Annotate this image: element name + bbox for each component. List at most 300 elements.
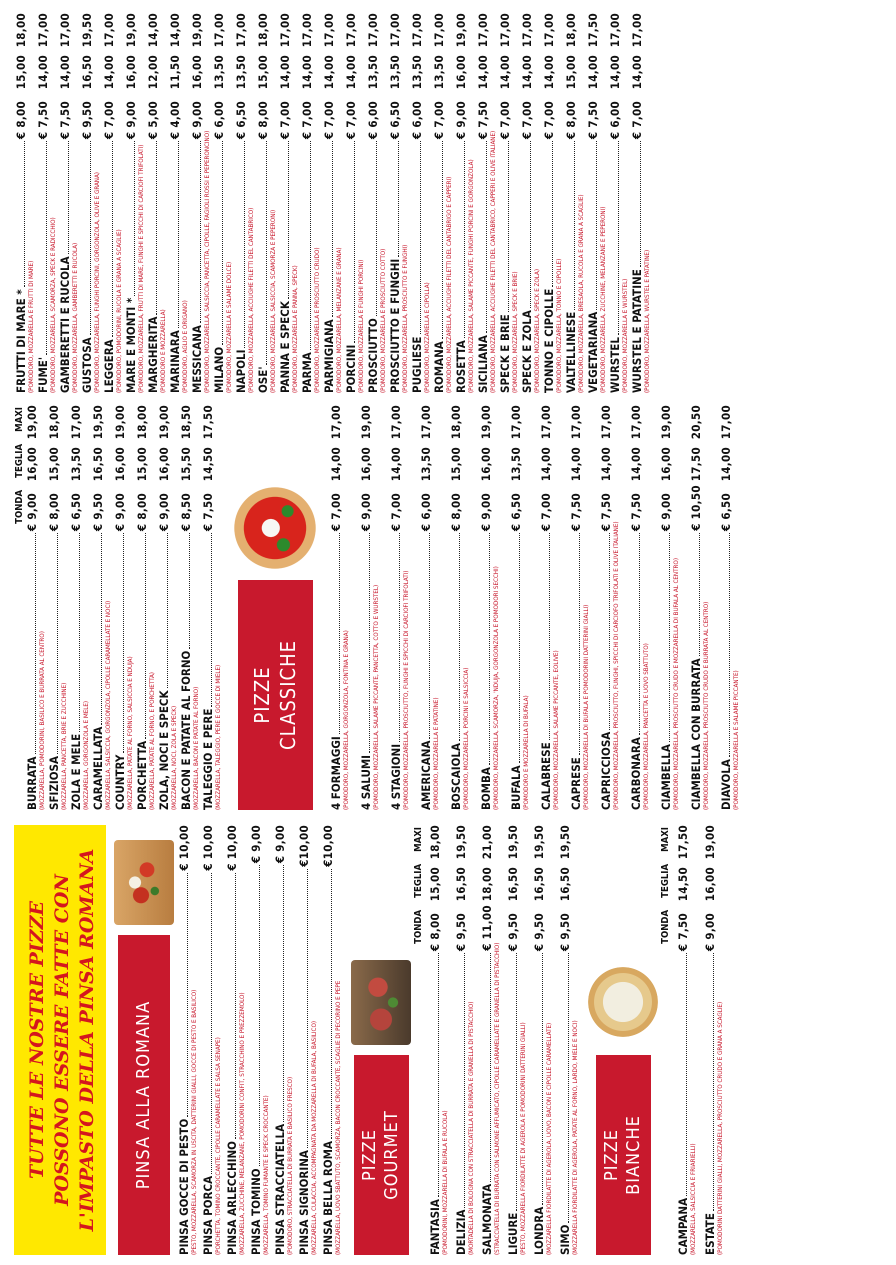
leader-dots <box>324 141 333 317</box>
leader-dots <box>434 141 443 339</box>
item-name: COUNTRY <box>113 754 127 810</box>
leader-dots <box>541 533 550 740</box>
item-description: (POMODORO, MOZZARELLA E PATATINE) <box>433 697 440 810</box>
menu-item <box>191 13 212 393</box>
leader-dots <box>368 141 377 316</box>
item-price: € 7,00 14,00 17,00 <box>520 13 534 140</box>
item-line <box>70 405 83 810</box>
item-line <box>169 13 182 393</box>
item-price: € 8,00 15,00 18,00 <box>564 13 578 140</box>
item-line <box>202 825 215 1255</box>
leader-dots <box>159 533 168 688</box>
item-line <box>533 825 546 1255</box>
pinsa-banner <box>14 825 106 1255</box>
size-header <box>660 825 671 1255</box>
item-name: ZOLA, NOCI E SPECK <box>157 690 171 810</box>
item-line <box>429 825 442 1255</box>
menu-item <box>499 13 520 393</box>
item-name: PARMIGIANA <box>322 319 336 393</box>
menu-item <box>521 13 542 393</box>
item-price: € 7,00 14,00 17,00 <box>329 405 343 532</box>
banner-line: L'IMPASTO DELLA PINSA ROMANA <box>75 848 98 1232</box>
menu-item <box>158 405 179 810</box>
leader-dots <box>227 873 236 1139</box>
item-name: MARE E MONTI * <box>124 297 138 393</box>
menu-item <box>180 405 201 810</box>
item-line <box>235 13 248 393</box>
item-description: (POMODORO, MOZZARELLA, GORGONZOLA, FONTINA E GRANA) <box>343 630 350 810</box>
item-price: € 8,00 15,00 18,00 <box>47 405 61 532</box>
section-title-classiche <box>238 580 313 810</box>
item-description: (PORCHETTA, TOMINO CROCCANTE, CIPOLLE CARAMELLATE E SALSA SENAPE) <box>215 1037 222 1255</box>
item-description: (POMODORO, MOZZARELLA E FRUTTI DI MARE) <box>28 260 35 393</box>
menu-item <box>677 825 698 1255</box>
item-name: PINSA SIGNORINA <box>297 1150 311 1255</box>
menu-item <box>125 13 146 393</box>
item-description: (MORTADELLA DI BOLOGNA CON STRACCIATELLA DI BURRATA E GRANELLA DI PISTACCHIO) <box>468 1001 475 1255</box>
banner-line: TUTTE LE NOSTRE PIZZE <box>25 901 48 1179</box>
item-price: € 8,00 15,00 18,00 <box>428 825 442 952</box>
item-price: € 7,50 14,50 17,50 <box>676 825 690 952</box>
item-line <box>507 825 520 1255</box>
size-label: TONDA <box>660 909 671 944</box>
item-price: € 6,50 13,50 17,00 <box>388 13 402 140</box>
leader-dots <box>115 533 124 753</box>
leader-dots <box>323 869 332 1139</box>
item-name: FRUTTI DI MARE * <box>14 289 28 393</box>
item-name: PARMA <box>300 352 314 393</box>
item-line <box>180 405 193 810</box>
menu-item <box>257 13 278 393</box>
gourmet-header <box>351 825 411 1255</box>
item-name: NAPOLI <box>234 349 248 393</box>
leader-dots <box>511 533 520 763</box>
section-title: CLASSICHE <box>276 640 300 750</box>
item-line <box>323 13 336 393</box>
item-description: (POMODORO, MOZZARELLA, ZUCCHINE, MELANZANE E PEPERONI) <box>600 206 607 393</box>
item-price: € 9,50 16,50 19,50 <box>532 825 546 952</box>
leader-dots <box>299 869 308 1148</box>
item-line <box>26 405 39 810</box>
item-line <box>103 13 116 393</box>
item-price: € 7,00 14,00 17,00 <box>498 13 512 140</box>
item-line <box>677 825 690 1255</box>
menu-item <box>323 13 344 393</box>
pinsa-photo <box>114 840 174 925</box>
item-description: (POMODORO, MOZZARELLA, PANCETTA E UOVO SBATTUTO) <box>643 643 650 810</box>
leader-dots <box>544 141 553 287</box>
leader-dots <box>478 141 487 333</box>
menu-item <box>660 405 681 810</box>
item-name: MESSICANA <box>190 325 204 393</box>
item-price: € 9,00 <box>273 825 287 864</box>
item-description: (POMODORO, MOZZARELLA, PROSCIUTTO E FUNGHI) <box>402 244 409 393</box>
item-description: (POMODORINI DATTERINI GIALLI, MOZZARELLA, PROSCIUTTO CRUDO E GRANA A SCAGLIE) <box>717 1001 724 1255</box>
item-name: FANTASIA <box>428 1199 442 1255</box>
item-name: PINSA STRACCIATELLA <box>273 1123 287 1255</box>
item-description: (POMODORO, MOZZARELLA, FUNGHI PORCINI, GORGONZOLA, OLIVE E GRANA) <box>94 172 101 393</box>
item-name: WURSTEL E PATATINE <box>630 269 644 393</box>
item-price: € 10,00 <box>177 825 191 871</box>
classiche-photo <box>233 486 317 570</box>
item-description: (POMODORO, MOZZARELLA E PROSCIUTTO COTTO) <box>380 248 387 393</box>
item-line <box>345 13 358 393</box>
item-name: CAPRESE <box>569 757 583 810</box>
menu-item <box>704 825 725 1255</box>
menu-item <box>322 825 343 1255</box>
item-name: LEGGERA <box>102 339 116 393</box>
leader-dots <box>610 141 619 335</box>
item-line <box>81 13 94 393</box>
item-description: (POMODORO, MOZZARELLA, SALSICCIA, PANCETTA, CIPOLLE, FAGIOLI ROSSI E PEPERONCINO) <box>204 130 211 393</box>
menu-item <box>480 405 501 810</box>
item-description: (POMODORO E MOZZARELLA DI BUFALA) <box>523 695 530 810</box>
menu-item <box>202 405 223 810</box>
item-description: (MOZZARELLA, POMODORINI, BASILICO E BURRATA AL CENTRO) <box>39 631 46 810</box>
size-header <box>14 405 25 810</box>
item-name: FUME' <box>36 356 50 393</box>
item-line <box>433 13 446 393</box>
item-price: € 7,00 14,00 17,00 <box>542 13 556 140</box>
item-name: PROSCIUTTO <box>366 318 380 393</box>
menu-item <box>720 405 741 810</box>
item-name: BURRATA <box>25 756 39 810</box>
leader-dots <box>181 533 190 649</box>
leader-dots <box>16 141 25 287</box>
menu-item <box>420 405 441 810</box>
item-price: € 7,00 14,00 17,00 <box>300 13 314 140</box>
item-description: (MOZZARELLA, GORGONZOLA E MELE) <box>83 700 90 810</box>
gourmet-list <box>429 825 580 1255</box>
leader-dots <box>482 953 491 1182</box>
item-price: € 7,50 14,00 17,00 <box>599 405 613 532</box>
menu-item <box>345 13 366 393</box>
item-price: € 7,50 14,00 17,00 <box>629 405 643 532</box>
item-description: (PESTO, MOZZARELLA, SCAMORZA IN USCITA, DATTERINI GIALLI, GOCCE DI PESTO E BASILICO) <box>191 989 198 1255</box>
leader-dots <box>71 533 80 732</box>
menu-item <box>587 13 608 393</box>
item-price: € 7,00 14,00 17,00 <box>539 405 553 532</box>
classiche-list <box>330 405 741 810</box>
item-price: € 7,00 14,00 17,00 <box>102 13 116 140</box>
leader-dots <box>661 533 670 742</box>
item-name: ZOLA E MELE <box>69 733 83 810</box>
menu-item <box>533 825 554 1255</box>
column-left <box>14 825 882 1255</box>
item-line <box>600 405 613 810</box>
item-description: (PESTO, MOZZARELLA FIORDILATTE DI AGEROLA E POMODORINI DATTERINI GIALLI) <box>520 1022 527 1255</box>
size-label: TONDA <box>413 909 424 944</box>
item-line <box>540 405 553 810</box>
leader-dots <box>456 141 465 338</box>
item-name: 4 SALUMI <box>359 755 373 810</box>
item-price: € 8,50 15,50 18,50 <box>179 405 193 532</box>
leader-dots <box>451 533 460 741</box>
item-name: PINSA TOMINO <box>249 1168 263 1255</box>
leader-dots <box>27 533 36 754</box>
size-label: TONDA <box>14 489 25 524</box>
leader-dots <box>302 141 311 350</box>
size-label: MAXI <box>660 827 671 852</box>
item-description: (MOZZARELLA, UOVO SBATTUTO, SCAMORZA, BACON CROCCANTE, SCAGLIE DI PECORINO E PEPE <box>335 980 342 1255</box>
leader-dots <box>192 141 201 323</box>
menu-item <box>600 405 621 810</box>
leader-dots <box>508 953 517 1211</box>
menu-item <box>26 405 47 810</box>
leader-dots <box>721 533 730 757</box>
item-description: (POMODORO, MOZZARELLA E PANNA, SPECK) <box>292 265 299 393</box>
item-line <box>202 405 215 810</box>
leader-dots <box>631 533 640 735</box>
leader-dots <box>588 141 597 310</box>
item-line <box>690 405 703 810</box>
item-line <box>720 405 733 810</box>
item-line <box>543 13 556 393</box>
item-price: € 7,50 14,50 17,50 <box>201 405 215 532</box>
menu-item <box>213 13 234 393</box>
leader-dots <box>258 141 267 364</box>
item-line <box>704 825 717 1255</box>
item-price: € 9,00 16,00 19,00 <box>479 405 493 532</box>
leader-dots <box>148 141 157 314</box>
item-line <box>565 13 578 393</box>
section-title: PIZZE <box>250 666 274 724</box>
section-title-pinsa <box>118 935 170 1255</box>
item-price: € 5,00 12,00 14,00 <box>146 13 160 140</box>
item-name: PANNA E SPECK <box>278 301 292 393</box>
item-line <box>213 13 226 393</box>
item-line <box>455 825 468 1255</box>
menu-item <box>390 405 411 810</box>
leader-dots <box>331 533 340 734</box>
menu-item <box>136 405 157 810</box>
item-line <box>178 825 191 1255</box>
menu-item <box>178 825 199 1255</box>
leader-dots <box>678 953 687 1196</box>
right-list <box>15 13 652 393</box>
menu-item <box>609 13 630 393</box>
menu-item <box>630 405 651 810</box>
menu-item <box>450 405 471 810</box>
item-line <box>455 13 468 393</box>
item-name: TALEGGIO E PERE <box>201 708 215 810</box>
item-price: € 7,00 14,00 17,00 <box>278 13 292 140</box>
item-line <box>298 825 311 1255</box>
bianche-list <box>677 825 725 1255</box>
item-price: €10,00 <box>297 825 311 867</box>
item-name: PUGLIESE <box>410 336 424 393</box>
item-description: (POMODORO, MOZZARELLA DI BUFALA E POMODORINI DATTERINI GIALLI) <box>583 604 590 810</box>
item-name: CARAMELLATA <box>91 726 105 810</box>
menu-item <box>570 405 591 810</box>
item-description: (POMODORO, MOZZARELLA, SALAME PICCANTE, PANCETTA, COTTO E WURSTEL) <box>373 584 380 810</box>
item-description: (POMODORO, MOZZARELLA, PROSCIUTTO CRUDO E BURRATA AL CENTRO) <box>703 601 710 810</box>
leader-dots <box>214 141 223 345</box>
item-description: (MOZZARELLA, SALSICCIA E FRIARIELLI) <box>690 1143 697 1255</box>
item-price: € 9,00 16,00 19,00 <box>124 13 138 140</box>
section-title-bianche <box>596 1055 651 1255</box>
item-price: € 9,50 16,50 19,50 <box>91 405 105 532</box>
item-name: ESTATE <box>703 1213 717 1255</box>
item-line <box>330 405 343 810</box>
item-price: € 10,50 17,50 20,50 <box>689 405 703 531</box>
menu-item <box>540 405 561 810</box>
item-line <box>15 13 28 393</box>
item-description: (POMODORO, MOZZARELLA, PORCINI E SALSICCIA) <box>463 667 470 810</box>
item-name: SICILIANA <box>476 335 490 393</box>
item-price: € 7,00 14,00 17,00 <box>389 405 403 532</box>
item-name: DIAVOLA <box>719 759 733 810</box>
item-name: AMERICANA <box>419 740 433 810</box>
item-price: € 7,50 14,00 17,00 <box>476 13 490 140</box>
menu-item <box>59 13 80 393</box>
item-description: (MOZZARELLA, PANCETTA, BRIE E ZUCCHINE) <box>61 682 68 810</box>
section-title: PIZZE <box>601 1129 622 1181</box>
item-name: MARINARA <box>168 330 182 393</box>
item-line <box>250 825 263 1255</box>
item-price: € 6,00 13,50 17,00 <box>419 405 433 532</box>
leader-dots <box>203 873 212 1174</box>
item-description: (POMODORO, MOZZARELLA, ACCIUGHE FILETTI DEL CANTABRICO) <box>248 207 255 393</box>
item-price: € 6,50 14,00 17,00 <box>719 405 733 532</box>
item-price: €10,00 <box>321 825 335 867</box>
item-price: € 9,00 16,00 19,00 <box>113 405 127 532</box>
menu-item <box>565 13 586 393</box>
menu-item <box>389 13 410 393</box>
leader-dots <box>522 141 531 308</box>
item-description: (POMODORO, MOZZARELLA, WURSTEL E PATATINE) <box>644 249 651 393</box>
leader-dots <box>560 953 569 1223</box>
item-line <box>125 13 138 393</box>
item-line <box>481 825 494 1255</box>
leader-dots <box>104 141 113 337</box>
item-description: (MOZZARELLA, PATATE AL FORNO, E PORCHETTA) <box>149 672 156 810</box>
item-description: (POMODORO, POMODORINI, RUCOLA E GRANA A SCAGLIE) <box>116 229 123 393</box>
menu-item <box>301 13 322 393</box>
item-line <box>48 405 61 810</box>
size-label: MAXI <box>14 407 25 432</box>
bianche-photo <box>588 967 658 1037</box>
item-name: VALTELLINESE <box>564 311 578 393</box>
item-description: (POMODORO, MOZZARELLA E PROSCIUTTO CRUDO) <box>314 247 321 393</box>
item-name: VEGETARIANA <box>586 311 600 393</box>
item-name: MILANO <box>212 346 226 393</box>
item-price: € 7,50 14,00 17,50 <box>586 13 600 140</box>
leader-dots <box>82 141 91 335</box>
item-description: (STRACCIATELLA DI BURRATA CON SALMONE AFFUMICATO, CIPOLLE CARAMELLATE E GRANELLA DI PISTACCHIO) <box>494 942 501 1255</box>
item-description: (POMODORO, MOZZARELLA, PROSCIUTTO, FUNGHI E SPICCHI DI CARCIOFI TRIFOLATI) <box>403 570 410 810</box>
leader-dots <box>38 141 47 355</box>
item-line <box>360 405 373 810</box>
item-price: € 7,00 13,50 17,00 <box>432 13 446 140</box>
item-price: € 9,00 16,00 19,00 <box>190 13 204 140</box>
leader-dots <box>126 141 135 296</box>
item-description: (POMODORO, MOZZARELLA, SALAME PICCANTE, FUNGHI PORCINI E GORGONZOLA) <box>468 159 475 393</box>
menu-item <box>48 405 69 810</box>
item-price: € 6,00 13,50 17,00 <box>366 13 380 140</box>
item-price: € 9,50 16,50 19,50 <box>506 825 520 952</box>
section-title: PINSA ALLA ROMANA <box>133 1000 154 1190</box>
item-name: LIGURE <box>506 1212 520 1255</box>
item-description: (POMODORO, MOZZARELLA E CIPOLLA) <box>424 282 431 393</box>
item-description: (MOZZARELLA, TALEGGIO, PERE E GOCCE DI MIELE) <box>215 664 222 810</box>
item-name: WURSTEL <box>608 337 622 393</box>
item-line <box>521 13 534 393</box>
item-name: PINSA BELLA ROMA <box>321 1141 335 1255</box>
leader-dots <box>412 141 421 334</box>
menu-item <box>477 13 498 393</box>
item-description: (POMODORO, MOZZARELLA, SALSICCIA, SCAMORZA E PEPERONI) <box>270 209 277 393</box>
item-line <box>274 825 287 1255</box>
item-name: DELIZIA <box>454 1209 468 1255</box>
item-description: (MOZZARELLA, CULACCIA, ACCOMPAGNATA DA MOZZARELLA DI BUFALA, BASILICO) <box>311 1020 318 1255</box>
item-name: BACON E PATATE AL FORNO <box>179 650 193 810</box>
item-description: (POMODORO, MOZZARELLA, ACCIUGHE FILETTI DEL CANTABRICO, CAPPERI E OLIVE ITALIANE) <box>490 130 497 393</box>
item-name: CIAMBELLA CON BURRATA <box>689 658 703 810</box>
column-middle <box>14 405 882 810</box>
item-line <box>147 13 160 393</box>
menu-item <box>330 405 351 810</box>
item-line <box>477 13 490 393</box>
leader-dots <box>60 141 69 254</box>
item-price: € 9,50 16,50 19,50 <box>454 825 468 952</box>
menu-item <box>298 825 319 1255</box>
item-description: (MOZZARELLA FIORDILATTE DI AGEROLA, UOVO, BACON E CIPOLLE CARAMELLATE) <box>546 1022 553 1255</box>
leader-dots <box>481 533 490 765</box>
menu-item <box>169 13 190 393</box>
gourmet-photo <box>351 960 411 1045</box>
item-name: PORCHETTA <box>135 740 149 810</box>
item-name: SALMONATA <box>480 1183 494 1255</box>
leader-dots <box>456 953 465 1207</box>
size-label: TEGLIA <box>660 863 671 898</box>
menu-item <box>433 13 454 393</box>
leader-dots <box>346 141 355 343</box>
item-price: € 9,00 16,00 19,00 <box>25 405 39 532</box>
item-line <box>389 13 402 393</box>
item-line <box>510 405 523 810</box>
menu-item <box>92 405 113 810</box>
item-line <box>631 13 644 393</box>
leader-dots <box>691 533 700 657</box>
item-price: € 6,00 13,50 17,00 <box>410 13 424 140</box>
menu-item <box>37 13 58 393</box>
section-title-gourmet <box>354 1055 409 1255</box>
item-line <box>367 13 380 393</box>
item-name: GAMBERETTI E RUCOLA <box>58 256 72 393</box>
item-name: 4 STAGIONI <box>389 743 403 810</box>
item-name: 4 FORMAGGI <box>329 736 343 810</box>
item-description: (POMODORO, MOZZARELLA, SPECK E ZOLA) <box>534 268 541 393</box>
item-line <box>559 825 572 1255</box>
item-line <box>660 405 673 810</box>
item-description: (POMODORO, MOZZARELLA, PROSCIUTTO CRUDO E MOZZARELLA DI BUFALA AL CENTRO) <box>673 558 680 810</box>
leader-dots <box>566 141 575 310</box>
menu-item <box>235 13 256 393</box>
item-name: SPECK E ZOLA <box>520 310 534 393</box>
item-description: (POMODORO, MOZZARELLA, SCAMORZA, SPECK E RADICCHIO) <box>50 217 57 393</box>
size-label: TEGLIA <box>413 863 424 898</box>
item-price: € 9,50 16,50 19,50 <box>80 13 94 140</box>
leader-dots <box>93 533 102 725</box>
item-price: € 4,00 11,50 14,00 <box>168 13 182 140</box>
item-price: € 9,00 16,00 19,00 <box>359 405 373 532</box>
item-name: LONDRA <box>532 1206 546 1255</box>
classiche-header <box>233 405 317 810</box>
item-name: PORCINI <box>344 344 358 393</box>
item-description: (MOZZARELLA, BACON E PATATE AL FORNO) <box>193 686 200 810</box>
item-price: € 6,50 13,50 17,00 <box>509 405 523 532</box>
